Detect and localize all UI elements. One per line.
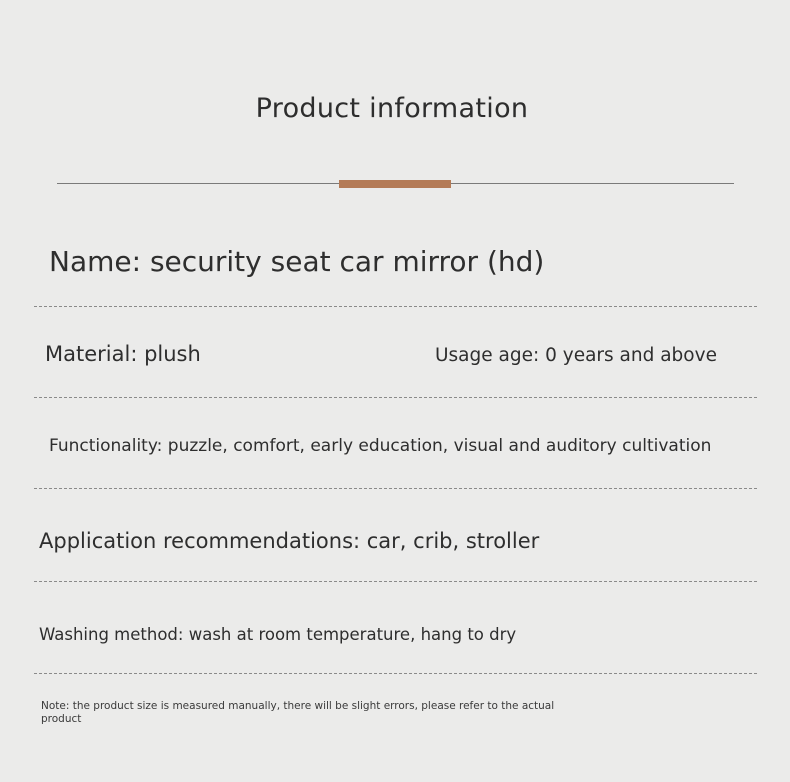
product-application: Application recommendations: car, crib, stroller <box>39 529 540 553</box>
product-usage-age: Usage age: 0 years and above <box>435 345 717 366</box>
dashed-divider-5 <box>34 673 757 674</box>
title-divider-accent <box>339 180 451 188</box>
product-material: Material: plush <box>45 342 201 366</box>
dashed-divider-2 <box>34 397 757 398</box>
dashed-divider-4 <box>34 581 757 582</box>
product-washing-method: Washing method: wash at room temperature, hang to dry <box>39 625 517 644</box>
dashed-divider-3 <box>34 488 757 489</box>
product-functionality: Functionality: puzzle, comfort, early education, visual and auditory cultivation <box>49 436 712 456</box>
dashed-divider-1 <box>34 306 757 307</box>
disclaimer-note: Note: the product size is measured manually, there will be slight errors, please refer to the actual product <box>41 700 555 725</box>
page-title: Product information <box>255 93 529 124</box>
product-name: Name: security seat car mirror (hd) <box>49 245 545 278</box>
